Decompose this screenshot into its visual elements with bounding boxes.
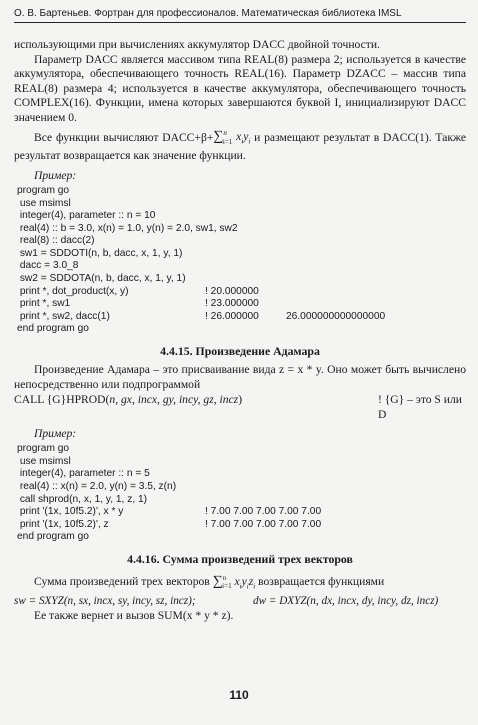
code-line [17,298,466,311]
code-line [17,248,466,261]
code-comment [205,198,286,211]
code-comment: ! 20.000000 [205,285,259,297]
paragraph-continuation: использующими при вычислениях аккумулятор DACC двойной точности. [14,38,380,51]
sxyz-signature: sw = SXYZ(n, sx, incx, sy, incy, sz, incz); [14,594,196,607]
code-text: program go [17,443,70,455]
code-line [17,223,466,236]
example-label: Пример: [34,168,77,182]
code-comment [205,185,286,198]
code-comment [205,456,286,469]
code-text: sw1 = SDDOTI(n, b, dacc, x, 1, y, 1) [17,247,183,259]
paragraph-dacc: Параметр DACC является массивом типа REAL(8) размера 2; используется в качестве аккумулятора, обеспечивающего точность REAL(16). Параметр DZACC – массив типа REAL(8) размера 4; используется в качестве аккумулятора, обеспечивающего точность COMPLEX(16). Функции, имена которых завершаются буквой I, инициализируют DACC значением 0. [14,52,466,124]
code-line [17,260,466,273]
code-comment [205,248,286,261]
paragraph-sum-call: Ее также вернет и вызов SUM(x * y * z). [34,608,234,622]
code-text: integer(4), parameter :: n = 10 [17,210,156,222]
paragraph-functions: Все функции вычисляют DACC+β+∑$^n_{i=1}$ $x_iy_i$ и размещают результат в DACC(1). Также результат возвращается как значение функции. [14,129,466,163]
code-text: end program go [17,531,89,543]
code-line [17,456,466,469]
call-comment: ! {G} – это S или D [377,393,462,422]
code-line [17,311,466,324]
code-text: integer(4), parameter :: n = 5 [17,468,150,480]
code-line [17,210,466,223]
code-line [17,235,466,248]
dxyz-signature: dw = DXYZ(n, dx, incx, dy, incy, dz, incz) [253,594,439,607]
code-text: use msimsl [17,455,71,467]
code-text: sw2 = SDDOTA(n, b, dacc, x, 1, y, 1) [17,273,186,285]
code-text: print *, sw1 [17,298,71,310]
code-text: print *, dot_product(x, y) [17,285,129,297]
code-comment [205,481,286,494]
code-comment [205,260,286,273]
code-text: dacc = 3.0_8 [17,260,79,272]
code-text: real(4) :: b = 3.0, x(n) = 1.0, y(n) = 2.0, sw1, sw2 [17,222,238,234]
code-comment [205,323,286,336]
code-comment: ! 23.000000 [205,298,259,310]
code-comment [205,443,286,456]
example-label-2: Пример: [34,427,77,441]
code-comment [205,531,286,544]
call-statement: CALL {G}HPROD(n, gx, incx, gy, incy, gz, incz) ! {G} – это S или D [14,392,466,422]
paragraph-triple-sum: Сумма произведений трех векторов ∑$^n_{i=1}$ $x_iy_iz_i$ возвращается функциями [34,573,385,591]
code-listing-1 [17,185,466,336]
code-text: real(8) :: dacc(2) [17,235,95,247]
code-line [17,443,466,456]
section-title-hadamard: 4.4.15. Произведение Адамара [160,344,320,359]
code-line [17,481,466,494]
page-number: 110 [229,688,249,702]
function-signatures [14,594,466,609]
code-text: print '(1x, 10f5.2)', x * y [17,506,124,518]
code-text: program go [17,184,70,196]
code-line [17,185,466,198]
page-content [14,38,466,623]
code-line [17,468,466,481]
code-line [17,494,466,507]
paragraph-hadamard: Произведение Адамара – это присваивание вида z = x * y. Оно может быть вычислено непосредственно или подпрограммой [14,363,466,391]
code-text: call shprod(n, x, 1, y, 1, z, 1) [17,493,148,505]
section-title-triple-sum: 4.4.16. Сумма произведений трех векторов [127,551,353,566]
code-line [17,198,466,211]
code-text: end program go [17,323,89,335]
code-text: use msimsl [17,197,71,209]
code-comment [205,273,286,286]
sum-formula-3: ∑$^n_{i=1}$ $x_iy_iz_i$ [212,573,256,591]
code-line [17,273,466,286]
code-listing-2 [17,443,466,544]
code-line [17,531,466,544]
code-comment: ! 26.000000 [205,310,259,322]
code-comment [205,494,286,507]
code-line [17,519,466,532]
code-comment-extra: 26.000000000000000 [286,310,386,322]
code-comment [205,210,286,223]
code-comment [205,468,286,481]
running-header: О. В. Бартеньев. Фортран для профессионалов. Математическая библиотека IMSL [14,8,466,23]
sum-formula: ∑$^n_{i=1}$ $x_iy_i$ [213,129,251,146]
code-text: real(4) :: x(n) = 2.0, y(n) = 3.5, z(n) [17,481,177,493]
code-text: print *, sw2, dacc(1) [17,310,110,322]
code-comment: ! 7.00 7.00 7.00 7.00 7.00 [205,506,322,518]
code-text: print '(1x, 10f5.2)', z [17,518,109,530]
code-comment [205,223,286,236]
code-comment [205,235,286,248]
code-comment: ! 7.00 7.00 7.00 7.00 7.00 [205,518,322,530]
code-line [17,323,466,336]
code-line [17,286,466,299]
code-line [17,506,466,519]
